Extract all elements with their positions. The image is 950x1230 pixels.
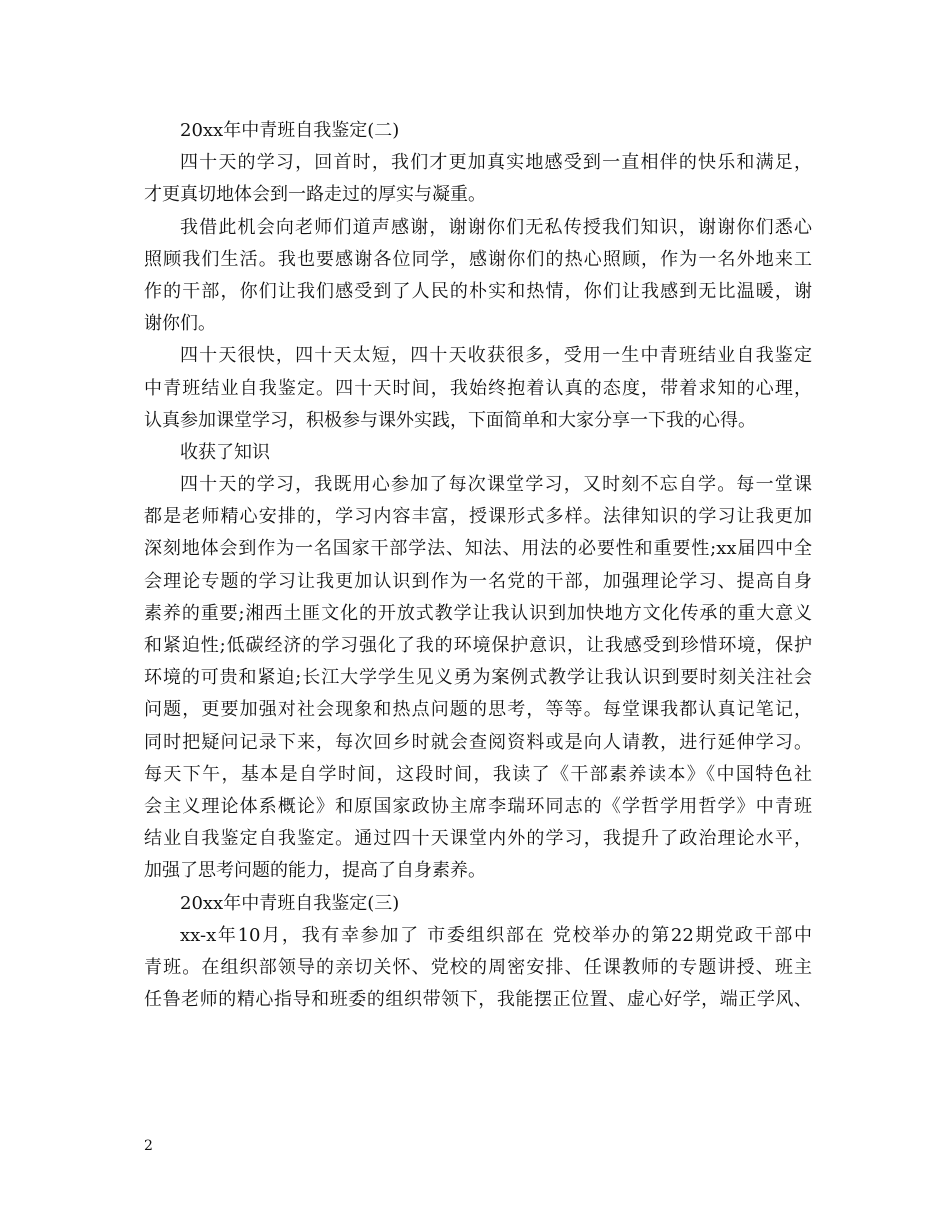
paragraph [144, 920, 812, 1017]
text-line: 照顾我们生活。我也要感谢各位同学，感谢你们的热心照顾，作为一名外地来工 [144, 248, 812, 270]
text-line: 会主义理论体系概论》和原国家政协主席李瑞环同志的《学哲学用哲学》中青班 [144, 795, 812, 817]
text-line: 和紧迫性;低碳经济的学习强化了我的环境保护意识，让我感受到珍惜环境，保护 [144, 635, 812, 656]
section-heading: 20xx年中青班自我鉴定(二) [180, 120, 400, 141]
text-line: 会理论专题的学习让我更加认识到作为一名党的干部，加强理论学习、提高自身 [144, 570, 812, 592]
paragraph [144, 469, 812, 887]
text-line: 中青班结业自我鉴定。四十天时间，我始终抱着认真的态度，带着求知的心理， [144, 377, 812, 399]
text-line: 四十天很快，四十天太短，四十天收获很多，受用一生中青班结业自我鉴定 [180, 345, 812, 367]
text-line: 认真参加课堂学习，积极参与课外实践，下面简单和大家分享一下我的心得。 [144, 409, 756, 431]
section-heading: 20xx年中青班自我鉴定(三) [180, 892, 400, 914]
document-body [144, 115, 812, 1016]
text-line: 深刻地体会到作为一名国家干部学法、知法、用法的必要性和重要性;xx届四中全 [144, 538, 812, 560]
text-line: 素养的重要;湘西土匪文化的开放式教学让我认识到加快地方文化传承的重大意义 [144, 602, 812, 624]
text-line: 都是老师精心安排的，学习内容丰富，授课形式多样。法律知识的学习让我更加 [144, 506, 812, 528]
subheading: 收获了知识 [180, 441, 270, 463]
text-line: 每天下午，基本是自学时间，这段时间，我读了《干部素养读本》《中国特色社 [144, 763, 812, 785]
text-line: 加强了思考问题的能力，提高了自身素养。 [144, 860, 486, 882]
text-line: 环境的可贵和紧迫;长江大学学生见义勇为案例式教学让我认识到要时刻关注社会 [144, 667, 812, 689]
text-line: 作的干部，你们让我们感受到了人民的朴实和热情，你们让我感到无比温暖，谢 [144, 280, 812, 302]
text-line: 青班。在组织部领导的亲切关怀、党校的周密安排、任课教师的专题讲授、班主 [144, 956, 812, 978]
paragraph [144, 212, 812, 341]
text-line: 同时把疑问记录下来，每次回乡时就会查阅资料或是向人请教，进行延伸学习。 [144, 731, 812, 753]
text-line: 结业自我鉴定自我鉴定。通过四十天课堂内外的学习，我提升了政治理论水平， [144, 828, 812, 850]
text-line: 才更真切地体会到一路走过的厚实与凝重。 [144, 184, 486, 206]
text-line: 我借此机会向老师们道声感谢，谢谢你们无私传授我们知识，谢谢你们悉心 [180, 216, 812, 238]
text-line: xx-x年10月，我有幸参加了 市委组织部在 党校举办的第22期党政干部中 [180, 924, 812, 946]
text-line: 任鲁老师的精心指导和班委的组织带领下，我能摆正位置、虚心好学，端正学风、 [144, 989, 812, 1011]
paragraph [144, 147, 812, 211]
page-number: 2 [144, 1138, 153, 1154]
text-line: 谢你们。 [144, 313, 216, 335]
text-line: 问题，更要加强对社会现象和热点问题的思考，等等。每堂课我都认真记笔记， [144, 699, 812, 721]
paragraph [144, 340, 812, 437]
text-line: 四十天的学习，回首时，我们才更加真实地感受到一直相伴的快乐和满足， [180, 152, 812, 174]
text-line: 四十天的学习，我既用心参加了每次课堂学习，又时刻不忘自学。每一堂课 [180, 474, 812, 496]
